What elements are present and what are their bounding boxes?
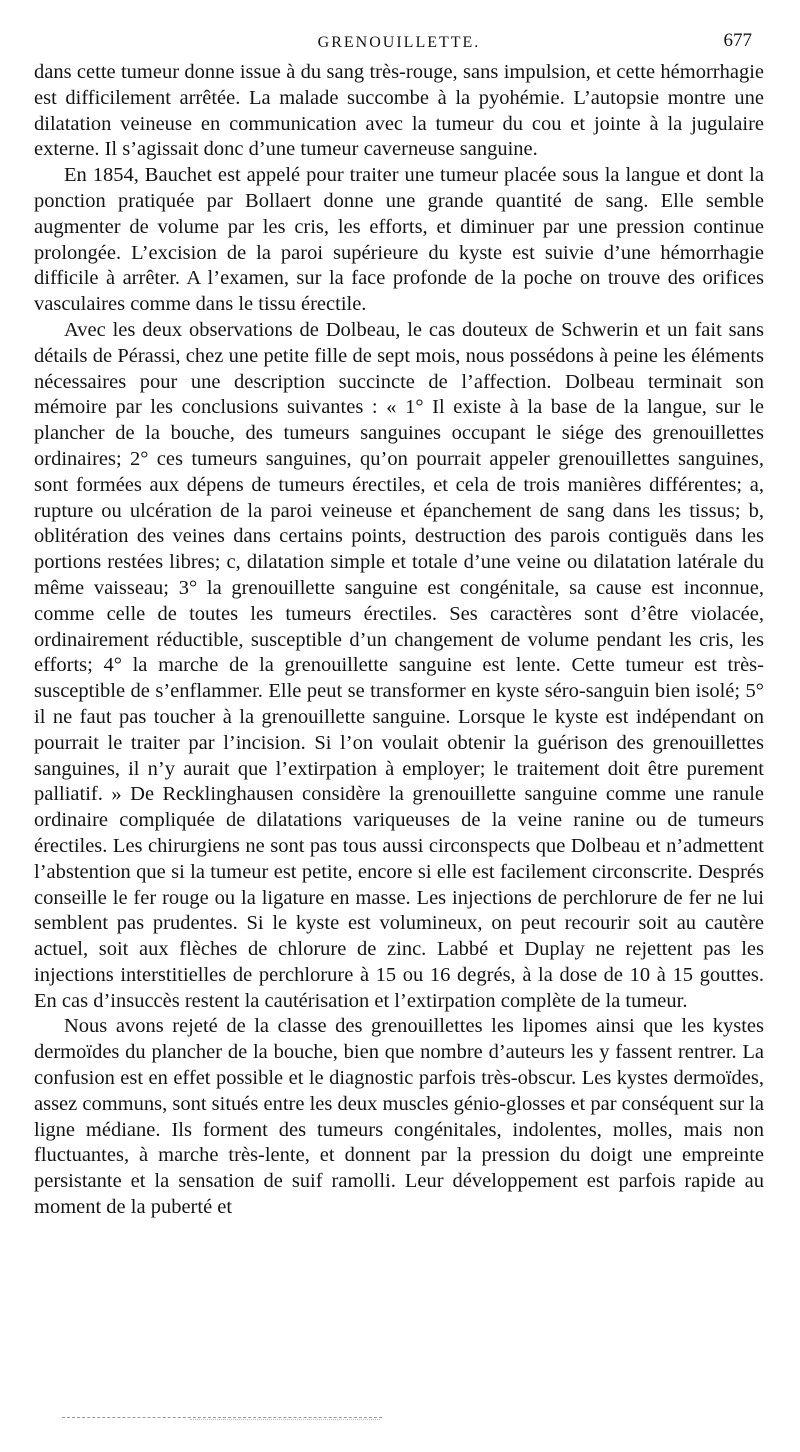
- footer-rule: [62, 1417, 382, 1418]
- footer-rule-faint: [190, 1419, 380, 1420]
- body-text: [34, 60, 764, 1221]
- paragraph-kystes-dermoides: Nous avons rejeté de la classe des grenouillettes les lipomes ainsi que les kystes dermoïdes du plancher de la bouche, bien que nombre d’auteurs les y fassent rentrer. La confusion est en effet possible et le diagnostic parfois très-obscur. Les kystes dermoïdes, assez communs, sont situés entre les deux muscles génio-glosses et par conséquent sur la ligne médiane. Ils forment des tumeurs congénitales, indolentes, molles, mais non fluctuantes, à marche très-lente, et donnent par la pression du doigt une empreinte persistante et la sensation de suif ramolli. Leur développement est parfois rapide au moment de la puberté et: [34, 1015, 764, 1219]
- paragraph-bauchet: En 1854, Bauchet est appelé pour traiter une tumeur placée sous la langue et dont la ponction pratiquée par Bollaert donne une grande quantité de sang. Elle semble augmenter de volume par les cris, les efforts, et diminuer par une pression continue prolongée. L’excision de la paroi supérieure du kyste est suivie d’une hémorrhagie difficile à arrêter. A l’examen, sur la face profonde de la poche on trouve des orifices vasculaires comme dans le tissu érectile.: [34, 164, 764, 316]
- page-number: 677: [723, 30, 752, 51]
- paragraph-continued: dans cette tumeur donne issue à du sang très-rouge, sans impulsion, et cette hémorrhagie est difficilement arrêtée. La malade succombe à la pyohémie. L’autopsie montre une dilatation veineuse en communication avec la tumeur du cou et jointe à la jugulaire externe. Il s’agissait donc d’une tumeur caverneuse sanguine.: [34, 61, 764, 161]
- paragraph-dolbeau: Avec les deux observations de Dolbeau, le cas douteux de Schwerin et un fait sans détails de Pérassi, chez une petite fille de sept mois, nous possédons à peine les éléments nécessaires pour une description succincte de l’affection. Dolbeau terminait son mémoire par les conclusions suivantes : « 1° Il existe à la base de la langue, sur le plancher de la bouche, des tumeurs sanguines occupant le siége des grenouillettes ordinaires; 2° ces tumeurs sanguines, qu’on pourrait appeler grenouillettes sanguines, sont formées aux dépens de tumeurs érectiles, et cela de trois manières différentes; a, rupture ou ulcération de la paroi veineuse et épanchement de sang dans les tissus; b, oblitération des veines dans certains points, destruction des parois contiguës dans les portions restées libres; c, dilatation simple et totale d’une veine ou dilatation latérale du même vaisseau; 3° la grenouillette sanguine est congénitale, sa cause est inconnue, comme celle de toutes les tumeurs érectiles. Ses caractères sont d’être violacée, ordinairement réductible, susceptible d’un changement de volume pendant les cris, les efforts; 4° la marche de la grenouillette sanguine est lente. Cette tumeur est très-susceptible de s’enflammer. Elle peut se transformer en kyste séro-sanguin bien isolé; 5° il ne faut pas toucher à la grenouillette sanguine. Lorsque le kyste est indépendant on pourrait le traiter par l’incision. Si l’on voulait obtenir la guérison des grenouillettes sanguines, il n’y aurait que l’extirpation à employer; le traitement doit être purement palliatif. » De Recklinghausen considère la grenouillette sanguine comme une ranule ordinaire compliquée de dilatations variqueuses de la veine ranine ou de tumeurs érectiles. Les chirurgiens ne sont pas tous aussi circonspects que Dolbeau et n’admettent l’abstention que si la tumeur est petite, encore si elle est facilement circonscrite. Després conseille le fer rouge ou la ligature en masse. Les injections de perchlorure de fer ne lui semblent pas prudentes. Si le kyste est volumineux, on peut recourir soit au cautère actuel, soit aux flèches de chlorure de zinc. Labbé et Duplay ne rejettent pas les injections interstitielles de perchlorure à 15 ou 16 degrés, à la dose de 10 à 15 gouttes. En cas d’insuccès restent la cautérisation et l’extirpation complète de la tumeur.: [34, 318, 764, 1012]
- running-title: GRENOUILLETTE.: [317, 34, 481, 51]
- page-header: [34, 30, 764, 58]
